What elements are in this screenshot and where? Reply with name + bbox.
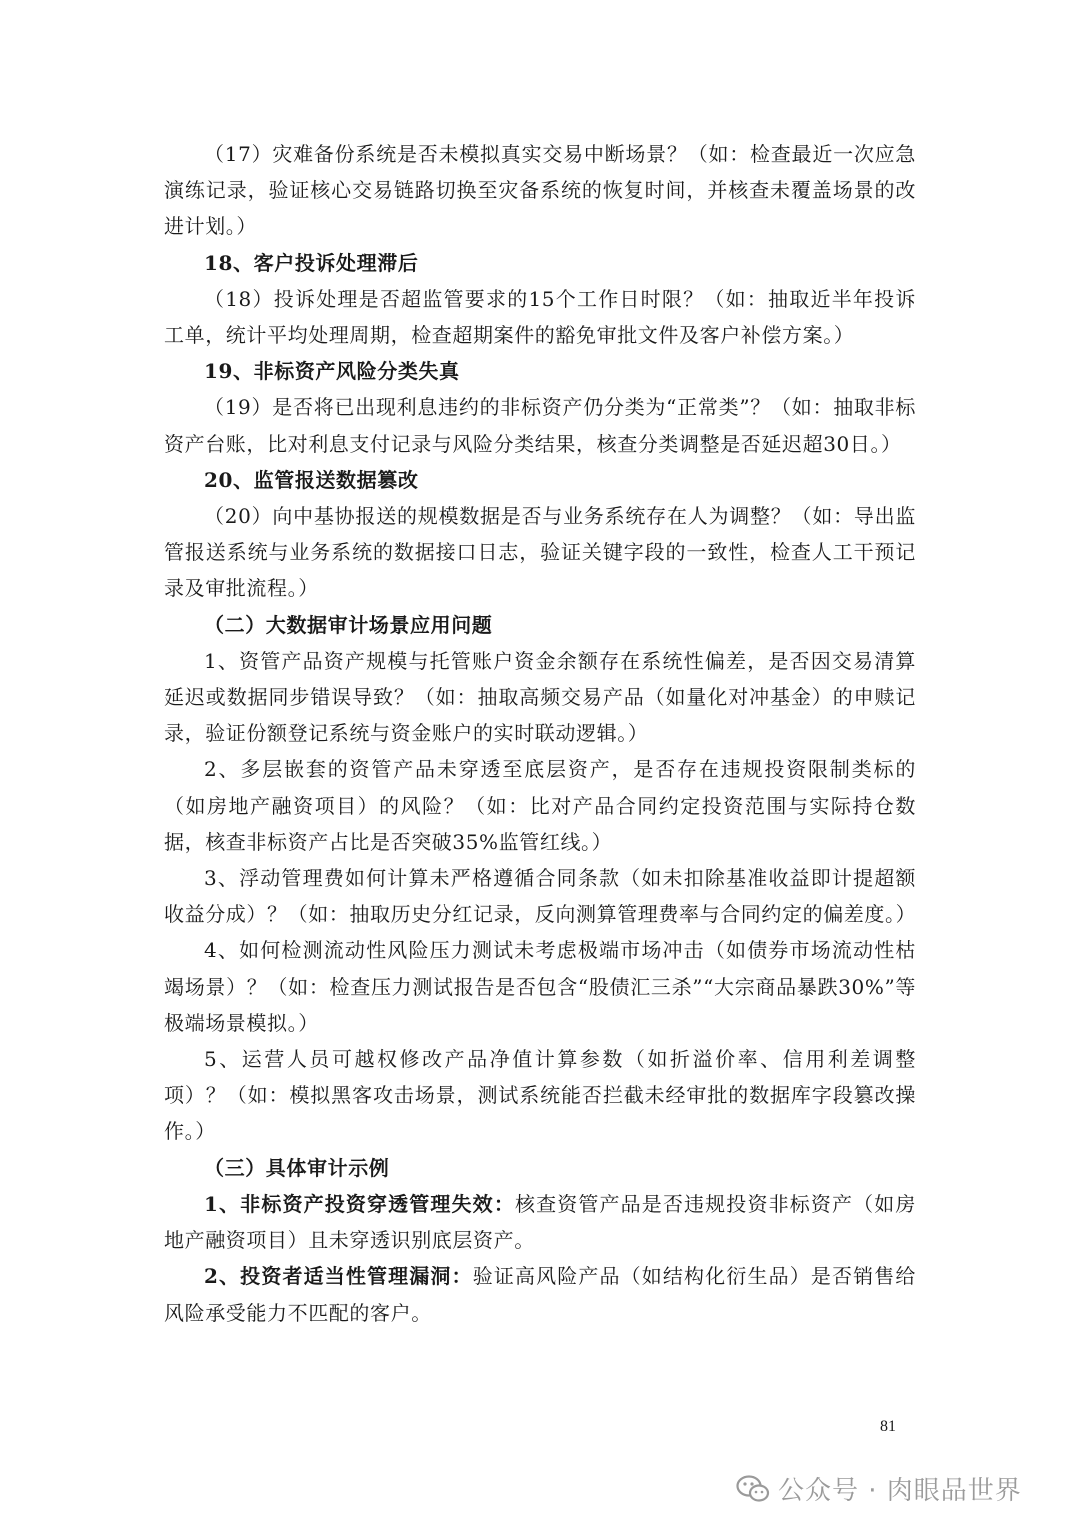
section-heading: 19、非标资产风险分类失真 bbox=[204, 359, 460, 384]
paragraph: （20）向中基协报送的规模数据是否与业务系统存在人为调整？（如：导出监管报送系统与业务系统的数据接口日志，验证关键字段的一致性，检查人工干预记录及审批流程。） bbox=[164, 504, 916, 601]
watermark bbox=[736, 1470, 1022, 1507]
example-text: 验证高风险产品（如结构化衍生品）是否销售给风险承受能力不匹配的客户。 bbox=[164, 1264, 916, 1325]
paragraph: 1、资管产品资产规模与托管账户资金余额存在系统性偏差，是否因交易清算延迟或数据同步错误导致？（如：抽取高频交易产品（如量化对冲基金）的申赎记录，验证份额登记系统与资金账户的实时联动逻辑。） bbox=[164, 648, 916, 746]
paragraph: （17）灾难备份系统是否未模拟真实交易中断场景？（如：检查最近一次应急演练记录，验证核心交易链路切换至灾备系统的恢复时间，并核查未覆盖场景的改进计划。） bbox=[164, 142, 916, 239]
paragraph: 5、运营人员可越权修改产品净值计算参数（如折溢价率、信用利差调整项）？（如：模拟黑客攻击场景，测试系统能否拦截未经审批的数据库字段篡改操作。） bbox=[164, 1047, 916, 1144]
example-paragraph bbox=[164, 1258, 916, 1330]
document-body bbox=[164, 136, 916, 1331]
subsection-heading: （二）大数据审计场景应用问题 bbox=[204, 612, 493, 637]
paragraph: 4、如何检测流动性风险压力测试未考虑极端市场冲击（如债券市场流动性枯竭场景）？（如：检查压力测试报告是否包含“股债汇三杀”“大宗商品暴跌30%”等极端场景模拟。） bbox=[164, 938, 916, 1035]
section-heading: 18、客户投诉处理滞后 bbox=[204, 250, 419, 275]
example-lead: 2、投资者适当性管理漏洞： bbox=[204, 1264, 473, 1289]
watermark-text: 公众号 · 肉眼品世界 bbox=[778, 1476, 1022, 1506]
example-text: 核查资管产品是否违规投资非标资产（如房地产融资项目）且未穿透识别底层资产。 bbox=[164, 1191, 916, 1253]
paragraph: （19）是否将已出现利息违约的非标资产仍分类为“正常类”？（如：抽取非标资产台账，比对利息支付记录与风险分类结果，核查分类调整是否延迟超30日。） bbox=[164, 395, 916, 456]
section-heading: 20、监管报送数据篡改 bbox=[204, 467, 419, 492]
example-lead: 1、非标资产投资穿透管理失效： bbox=[204, 1191, 515, 1216]
paragraph: （18）投诉处理是否超监管要求的15个工作日时限？（如：抽取近半年投诉工单，统计平均处理周期，检查超期案件的豁免审批文件及客户补偿方案。） bbox=[164, 286, 916, 348]
paragraph: 2、多层嵌套的资管产品未穿透至底层资产，是否存在违规投资限制类标的（如房地产融资项目）的风险？（如：比对产品合同约定投资范围与实际持仓数据，核查非标资产占比是否突破35%监管红线。） bbox=[164, 757, 916, 854]
example-paragraph bbox=[164, 1186, 916, 1258]
paragraph: 3、浮动管理费如何计算未严格遵循合同条款（如未扣除基准收益即计提超额收益分成）？（如：抽取历史分红记录，反向测算管理费率与合同约定的偏差度。） bbox=[164, 866, 917, 927]
subsection-heading: （三）具体审计示例 bbox=[204, 1155, 390, 1180]
wechat-icon bbox=[736, 1474, 770, 1504]
page-number: 81 bbox=[880, 1418, 896, 1435]
